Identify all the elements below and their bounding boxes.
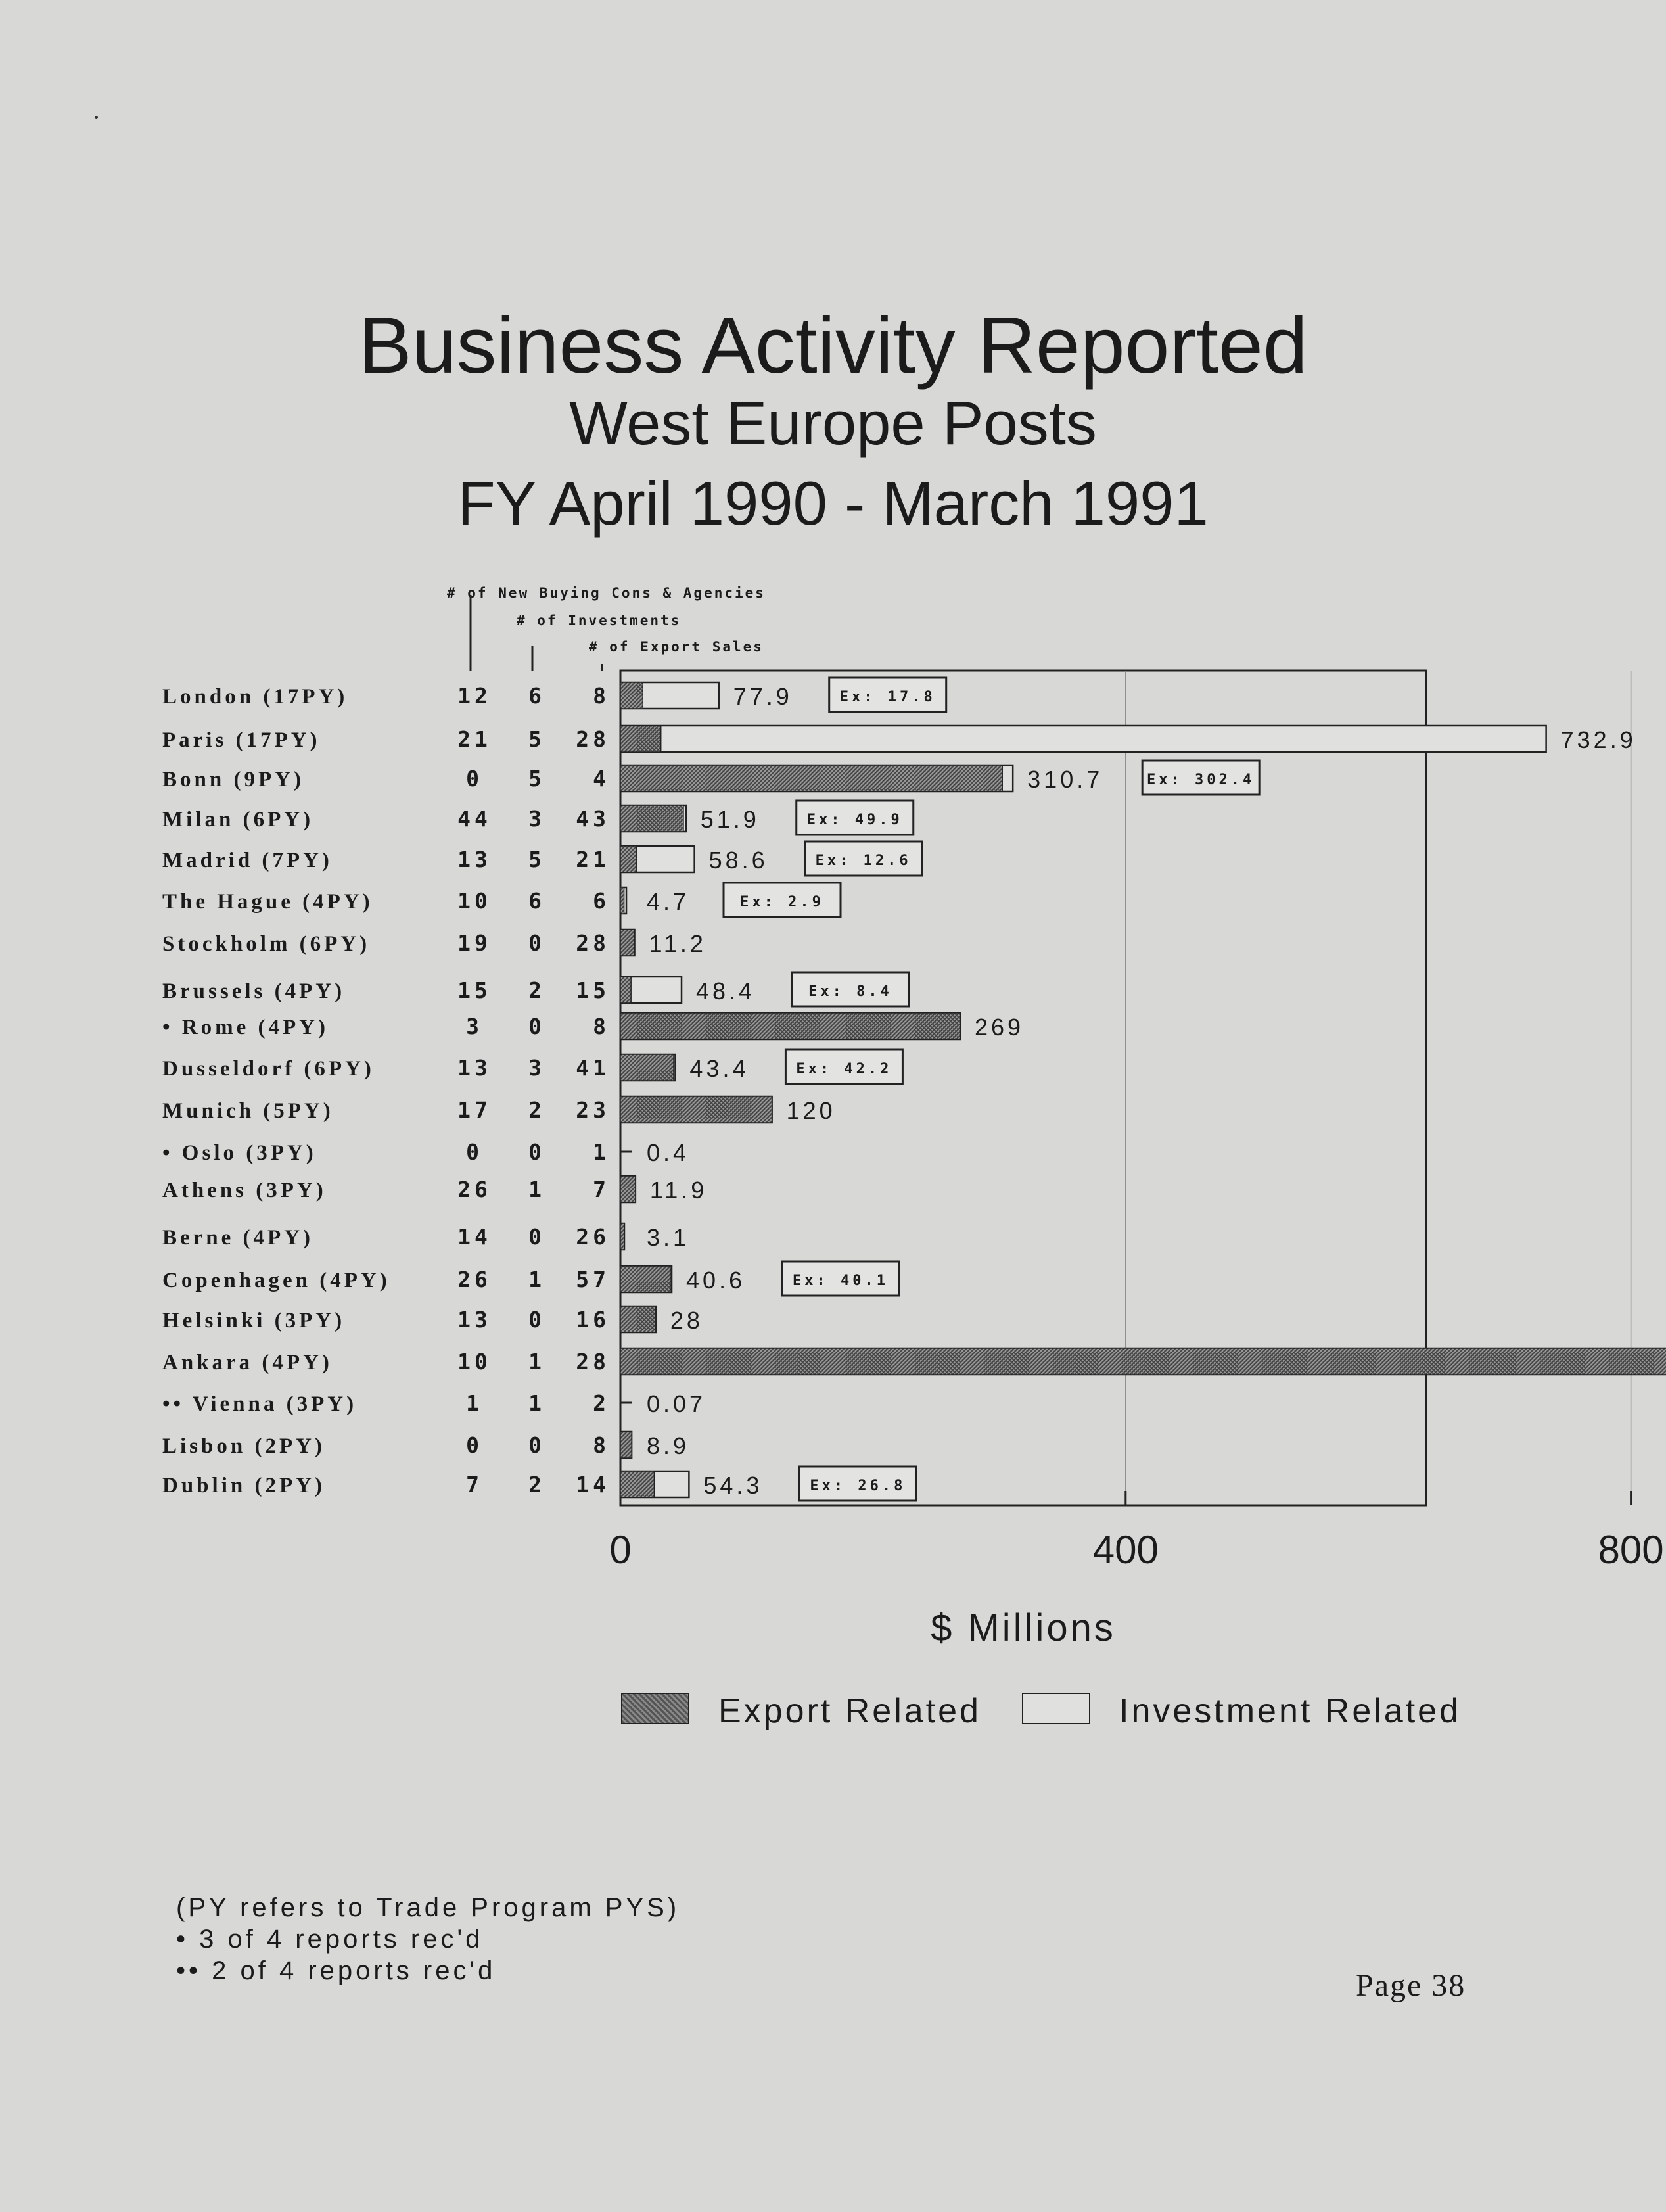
export-callout-label: Ex: 40.1 bbox=[793, 1273, 889, 1289]
buying-count: 26 bbox=[457, 1177, 492, 1202]
header-investments: # of Investments bbox=[517, 613, 682, 628]
total-value-label: 28 bbox=[670, 1307, 703, 1334]
export-sales-count: 4 bbox=[593, 766, 610, 791]
export-sales-count: 57 bbox=[576, 1267, 610, 1292]
investment-count: 2 bbox=[528, 1472, 542, 1497]
post-label: London (17PY) bbox=[162, 685, 348, 709]
buying-count: 0 bbox=[466, 766, 483, 791]
export-callout-label: Ex: 17.8 bbox=[839, 689, 936, 705]
investment-count: 0 bbox=[528, 1307, 542, 1332]
x-tick-label: 0 bbox=[609, 1528, 632, 1572]
investment-count: 0 bbox=[528, 1139, 542, 1165]
bar-export bbox=[620, 1471, 655, 1497]
investment-count: 1 bbox=[528, 1349, 542, 1375]
post-label: • Rome (4PY) bbox=[162, 1016, 329, 1039]
bar-export bbox=[620, 1054, 674, 1081]
investment-count: 6 bbox=[528, 683, 542, 709]
x-axis-label: $ Millions bbox=[931, 1607, 1116, 1649]
export-callout-label: Ex: 12.6 bbox=[815, 853, 912, 869]
total-value-label: 4.7 bbox=[647, 888, 690, 915]
buying-count: 15 bbox=[457, 977, 492, 1003]
post-label: Milan (6PY) bbox=[162, 808, 314, 832]
investment-count: 1 bbox=[528, 1390, 542, 1416]
post-label: Brussels (4PY) bbox=[162, 979, 346, 1003]
buying-count: 19 bbox=[457, 930, 492, 956]
total-value-label: 3.1 bbox=[647, 1224, 690, 1251]
export-sales-count: 8 bbox=[593, 1432, 610, 1458]
bar-export bbox=[620, 846, 636, 872]
buying-count: 13 bbox=[457, 847, 492, 872]
export-sales-count: 41 bbox=[576, 1055, 610, 1081]
export-sales-count: 28 bbox=[576, 1349, 610, 1375]
investment-count: 3 bbox=[528, 806, 542, 832]
investment-count: 5 bbox=[528, 726, 542, 752]
post-label: •• Vienna (3PY) bbox=[162, 1392, 358, 1416]
investment-count: 6 bbox=[528, 888, 542, 914]
bar-export bbox=[620, 1223, 624, 1250]
export-sales-count: 1 bbox=[593, 1139, 610, 1165]
total-value-label: 77.9 bbox=[733, 683, 793, 710]
buying-count: 13 bbox=[457, 1055, 492, 1081]
export-callout-label: Ex: 8.4 bbox=[808, 983, 892, 1000]
buying-count: 0 bbox=[466, 1139, 483, 1165]
plot-frame bbox=[620, 671, 1426, 1505]
total-value-label: 0.4 bbox=[647, 1139, 690, 1166]
bar-export bbox=[620, 1348, 1666, 1375]
bar-export bbox=[620, 1176, 636, 1202]
investment-count: 5 bbox=[528, 766, 542, 791]
export-sales-count: 2 bbox=[593, 1390, 610, 1416]
footnote-double: •• 2 of 4 reports rec'd bbox=[176, 1956, 496, 1985]
post-label: • Oslo (3PY) bbox=[162, 1141, 317, 1165]
export-sales-count: 28 bbox=[576, 930, 610, 956]
post-label: Lisbon (2PY) bbox=[162, 1434, 325, 1458]
legend-export-label: Export Related bbox=[718, 1692, 981, 1730]
total-value-label: 120 bbox=[786, 1097, 836, 1124]
bar-export bbox=[620, 1306, 656, 1332]
buying-count: 12 bbox=[457, 683, 492, 709]
total-value-label: 48.4 bbox=[696, 977, 756, 1004]
footnote-single: • 3 of 4 reports rec'd bbox=[176, 1925, 484, 1954]
total-value-label: 310.7 bbox=[1027, 766, 1103, 793]
post-label: Berne (4PY) bbox=[162, 1226, 314, 1250]
legend-export-swatch bbox=[621, 1693, 689, 1724]
header-export-sales: # of Export Sales bbox=[589, 639, 764, 655]
export-callout-label: Ex: 26.8 bbox=[810, 1478, 906, 1494]
total-value-label: 11.2 bbox=[649, 930, 706, 957]
export-sales-count: 23 bbox=[576, 1097, 610, 1123]
legend-investment-swatch bbox=[1022, 1693, 1090, 1724]
footnote-py: (PY refers to Trade Program PYS) bbox=[176, 1893, 680, 1922]
investment-count: 1 bbox=[528, 1177, 542, 1202]
post-label: The Hague (4PY) bbox=[162, 890, 373, 914]
chart-period: FY April 1990 - March 1991 bbox=[457, 469, 1209, 538]
export-sales-count: 15 bbox=[576, 977, 610, 1003]
export-sales-count: 7 bbox=[593, 1177, 610, 1202]
buying-count: 7 bbox=[466, 1472, 483, 1497]
post-label: Paris (17PY) bbox=[162, 728, 321, 752]
total-value-label: 732.9 bbox=[1560, 726, 1636, 753]
buying-count: 13 bbox=[457, 1307, 492, 1332]
bar-export bbox=[620, 887, 624, 914]
export-callout-label: Ex: 49.9 bbox=[806, 812, 903, 828]
buying-count: 14 bbox=[457, 1224, 492, 1250]
bar-export bbox=[620, 1432, 632, 1458]
total-value-label: 11.9 bbox=[649, 1177, 708, 1204]
total-value-label: 0.07 bbox=[647, 1390, 706, 1417]
x-tick-label: 800 bbox=[1598, 1528, 1664, 1572]
buying-count: 26 bbox=[457, 1267, 492, 1292]
buying-count: 44 bbox=[457, 806, 492, 832]
bar-total bbox=[620, 726, 1546, 752]
buying-count: 21 bbox=[457, 726, 492, 752]
post-label: Dublin (2PY) bbox=[162, 1474, 325, 1497]
investment-count: 2 bbox=[528, 1097, 542, 1123]
post-label: Bonn (9PY) bbox=[162, 768, 304, 791]
investment-count: 0 bbox=[528, 1224, 542, 1250]
post-label: Stockholm (6PY) bbox=[162, 932, 371, 956]
total-value-label: 8.9 bbox=[647, 1432, 690, 1459]
investment-count: 0 bbox=[528, 1014, 542, 1039]
export-sales-count: 28 bbox=[576, 726, 610, 752]
post-label: Athens (3PY) bbox=[162, 1179, 327, 1202]
investment-count: 5 bbox=[528, 847, 542, 872]
investment-count: 3 bbox=[528, 1055, 542, 1081]
post-label: Dusseldorf (6PY) bbox=[162, 1057, 375, 1081]
post-label: Madrid (7PY) bbox=[162, 849, 333, 872]
page-number: Page 38 bbox=[1356, 1968, 1466, 2003]
total-value-label: 40.6 bbox=[686, 1267, 746, 1294]
post-label: Munich (5PY) bbox=[162, 1099, 334, 1123]
export-sales-count: 6 bbox=[593, 888, 610, 914]
export-callout-label: Ex: 302.4 bbox=[1147, 772, 1255, 788]
buying-count: 10 bbox=[457, 888, 492, 914]
total-value-label: 43.4 bbox=[689, 1055, 749, 1082]
export-sales-count: 43 bbox=[576, 806, 610, 832]
bar-export bbox=[620, 1096, 772, 1123]
bar-export bbox=[620, 930, 635, 956]
buying-count: 17 bbox=[457, 1097, 492, 1123]
post-label: Copenhagen (4PY) bbox=[162, 1269, 390, 1292]
export-sales-count: 16 bbox=[576, 1307, 610, 1332]
investment-count: 1 bbox=[528, 1267, 542, 1292]
bar-export bbox=[620, 977, 631, 1003]
total-value-label: 58.6 bbox=[708, 847, 768, 874]
export-sales-count: 26 bbox=[576, 1224, 610, 1250]
buying-count: 0 bbox=[466, 1432, 483, 1458]
header-buying: # of New Buying Cons & Agencies bbox=[447, 585, 766, 601]
investment-count: 0 bbox=[528, 930, 542, 956]
post-label: Ankara (4PY) bbox=[162, 1351, 333, 1375]
bar-export bbox=[620, 1013, 960, 1039]
total-value-label: 54.3 bbox=[703, 1472, 763, 1499]
investment-count: 0 bbox=[528, 1432, 542, 1458]
export-callout-label: Ex: 2.9 bbox=[740, 894, 824, 910]
legend-investment-label: Investment Related bbox=[1119, 1692, 1462, 1730]
buying-count: 1 bbox=[466, 1390, 483, 1416]
export-sales-count: 8 bbox=[593, 683, 610, 709]
chart-subtitle: West Europe Posts bbox=[569, 388, 1097, 458]
investment-count: 2 bbox=[528, 977, 542, 1003]
bar-export bbox=[620, 765, 1002, 791]
bar-export bbox=[620, 726, 661, 752]
bar-export bbox=[620, 805, 683, 832]
export-callout-label: Ex: 42.2 bbox=[796, 1061, 892, 1077]
chart-title: Business Activity Reported bbox=[358, 300, 1308, 390]
post-label: Helsinki (3PY) bbox=[162, 1309, 346, 1332]
export-sales-count: 8 bbox=[593, 1014, 610, 1039]
export-sales-count: 14 bbox=[576, 1472, 610, 1497]
total-value-label: 51.9 bbox=[700, 806, 760, 833]
bar-export bbox=[620, 682, 643, 709]
buying-count: 10 bbox=[457, 1349, 492, 1375]
export-sales-count: 21 bbox=[576, 847, 610, 872]
bar-export bbox=[620, 1266, 671, 1292]
buying-count: 3 bbox=[466, 1014, 483, 1039]
x-tick-label: 400 bbox=[1092, 1528, 1159, 1572]
total-value-label: 269 bbox=[975, 1014, 1025, 1041]
